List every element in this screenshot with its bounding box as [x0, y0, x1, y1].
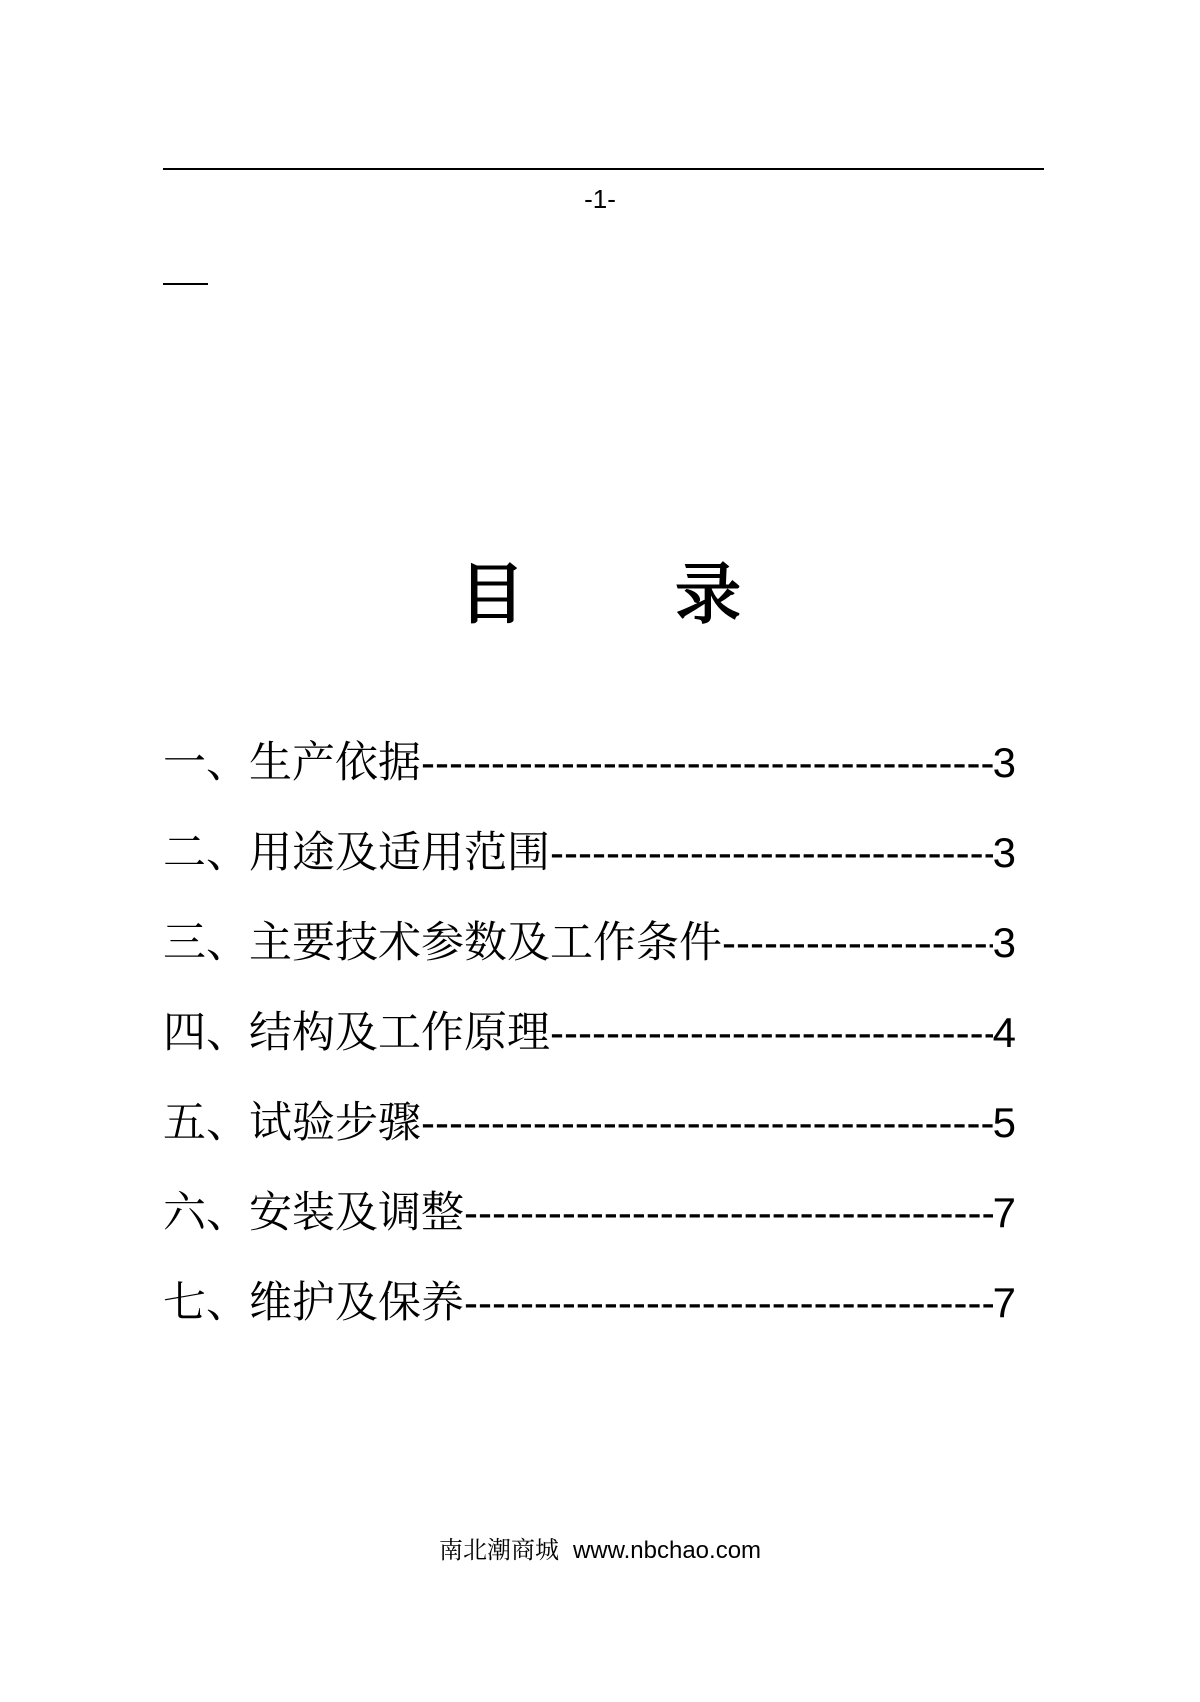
toc-entry-leader	[464, 1273, 993, 1333]
toc-entry[interactable]	[163, 1183, 1016, 1273]
toc-entry-label: 三、主要技术参数及工作条件	[163, 918, 722, 968]
toc-entry-label: 二、用途及适用范围	[163, 828, 550, 878]
toc-entry-label: 一、生产依据	[163, 738, 421, 788]
toc-entry-page: 5	[992, 1099, 1016, 1146]
toc-entry-leader	[722, 913, 993, 973]
page-number: -1-	[584, 184, 616, 214]
footer	[0, 1535, 1200, 1566]
toc-entry-label: 五、试验步骤	[163, 1098, 421, 1148]
toc-entry-page: 4	[992, 1009, 1016, 1056]
toc-title	[0, 555, 1200, 635]
toc-entry-page: 7	[992, 1189, 1016, 1236]
toc-entry[interactable]	[163, 1003, 1016, 1093]
toc-entry[interactable]	[163, 913, 1016, 1003]
header-rule	[163, 168, 1044, 170]
toc-title-char-1: 目	[459, 556, 525, 633]
short-dash-line	[163, 283, 208, 285]
toc-entry[interactable]	[163, 1273, 1016, 1363]
toc-entry-page: 7	[992, 1279, 1016, 1326]
toc-entry-leader	[421, 733, 993, 793]
toc-title-char-2: 录	[675, 556, 741, 633]
toc-entry-leader	[550, 823, 993, 883]
toc-entry-label: 七、维护及保养	[163, 1278, 464, 1328]
toc-entry-leader	[464, 1183, 993, 1243]
footer-site-name: 南北潮商城	[438, 1536, 559, 1564]
toc-entry-page: 3	[992, 739, 1016, 786]
toc-entry-label: 四、结构及工作原理	[163, 1008, 550, 1058]
toc-list	[163, 733, 1016, 1363]
toc-entry-page: 3	[992, 919, 1016, 966]
toc-entry[interactable]	[163, 1093, 1016, 1183]
footer-site-url[interactable]: www.nbchao.com	[572, 1537, 762, 1564]
toc-entry-leader	[550, 1003, 993, 1063]
toc-entry-page: 3	[992, 829, 1016, 876]
toc-entry[interactable]	[163, 823, 1016, 913]
toc-entry[interactable]	[163, 733, 1016, 823]
toc-entry-leader	[421, 1093, 993, 1153]
toc-entry-label: 六、安装及调整	[163, 1188, 464, 1238]
